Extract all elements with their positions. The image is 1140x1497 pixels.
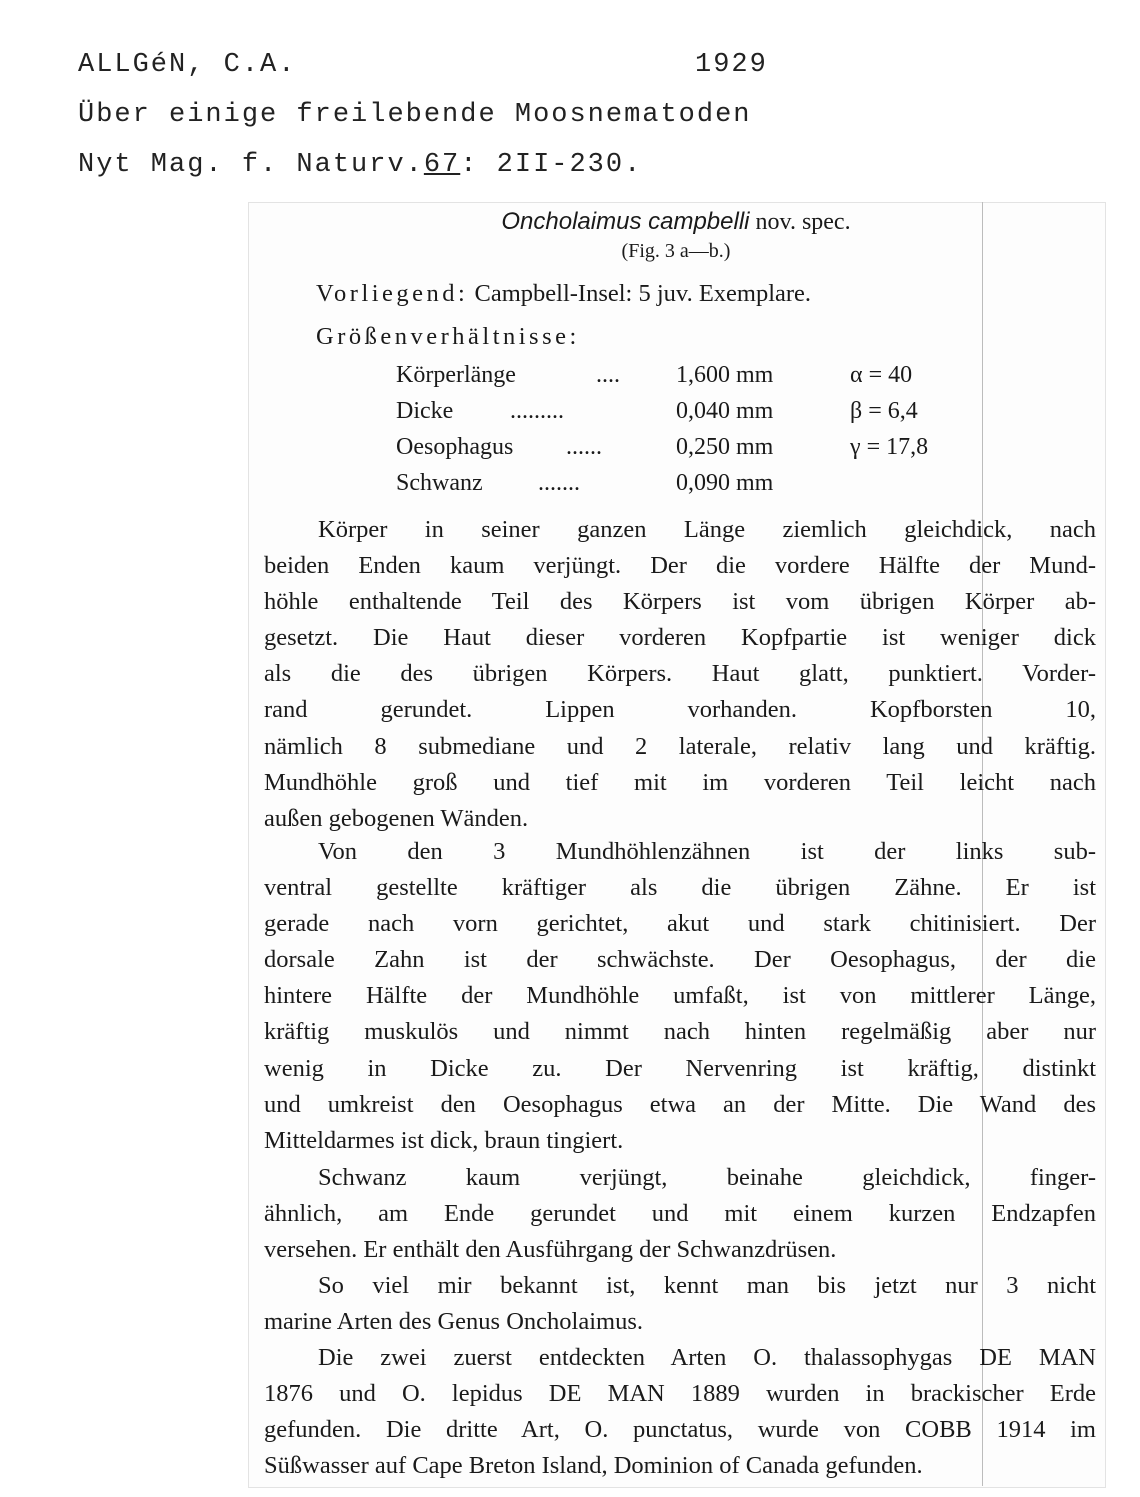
year: 1929 xyxy=(695,50,768,80)
text-line: dorsale Zahn ist der schwächste. Der Oesophagus, der die xyxy=(264,946,1096,974)
measurement-value: 0,090 mm xyxy=(676,470,774,496)
text-line: Von den 3 Mundhöhlenzähnen ist der links sub- xyxy=(318,838,1096,865)
measurement-name: Schwanz xyxy=(396,470,483,496)
author-line xyxy=(78,50,296,80)
measurement-dots: .... xyxy=(596,362,620,388)
paragraph xyxy=(264,1340,1096,1484)
material-label: Vorliegend: xyxy=(316,280,469,307)
measurement-ratio: γ = 17,8 xyxy=(850,434,929,460)
text-line: Schwanz kaum verjüngt, beinahe gleichdick, finger- xyxy=(318,1164,1096,1191)
article-title: Über einige freilebende Moosnematoden xyxy=(78,100,752,130)
text-line: ventral gestellte kräftiger als die übrigen Zähne. Er ist xyxy=(264,874,1096,902)
dimensions-label: Größenverhältnisse: xyxy=(316,323,580,350)
material-text: Campbell-Insel: 5 juv. Exemplare. xyxy=(468,280,812,307)
paragraph xyxy=(264,1160,1096,1268)
measurement-name: Dicke xyxy=(396,398,454,424)
text-line: versehen. Er enthält den Ausführgang der Schwanzdrüsen. xyxy=(264,1236,837,1264)
figure-reference: (Fig. 3 a—b.) xyxy=(621,240,731,262)
paragraph xyxy=(264,512,1096,837)
text-line: gerade nach vorn gerichtet, akut und stark chitinisiert. Der xyxy=(264,910,1096,938)
text-line: Süßwasser auf Cape Breton Island, Dominion of Canada gefunden. xyxy=(264,1452,923,1480)
measurement-dots: ....... xyxy=(538,470,580,496)
paragraph xyxy=(264,1268,1096,1340)
measurement-value: 0,250 mm xyxy=(676,434,774,460)
text-line: als die des übrigen Körpers. Haut glatt, punktiert. Vorder- xyxy=(264,660,1096,688)
author: ALLGéN, C.A. xyxy=(78,50,297,80)
text-line: Mitteldarmes ist dick, braun tingiert. xyxy=(264,1126,624,1154)
material-line xyxy=(316,280,811,308)
volume: 67 xyxy=(423,150,461,180)
text-line: außen gebogenen Wänden. xyxy=(264,804,529,832)
text-line: hintere Hälfte der Mundhöhle umfaßt, ist von mittlerer Länge, xyxy=(264,982,1096,1010)
text-line: So viel mir bekannt ist, kennt man bis jetzt nur 3 nicht xyxy=(318,1272,1096,1299)
text-line: gefunden. Die dritte Art, O. punctatus, wurde von COBB 1914 im xyxy=(264,1416,1096,1444)
pages: : 2II-230. xyxy=(460,150,643,180)
measurement-ratio: α = 40 xyxy=(850,362,913,388)
journal-name: Nyt Mag. f. Naturv. xyxy=(78,150,424,180)
text-line: 1876 und O. lepidus DE MAN 1889 wurden in brackischer Erde xyxy=(264,1380,1096,1408)
text-line: nämlich 8 submediane und 2 laterale, relativ lang und kräftig. xyxy=(264,732,1096,760)
measurement-name: Oesophagus xyxy=(396,434,514,460)
text-line: wenig in Dicke zu. Der Nervenring ist kräftig, distinkt xyxy=(264,1054,1096,1082)
text-line: und umkreist den Oesophagus etwa an der Mitte. Die Wand des xyxy=(264,1090,1096,1118)
text-line: gesetzt. Die Haut dieser vorderen Kopfpartie ist weniger dick xyxy=(264,624,1096,652)
measurement-name: Körperlänge xyxy=(396,362,516,388)
species-heading xyxy=(248,208,1104,236)
text-line: beiden Enden kaum verjüngt. Der die vordere Hälfte der Mund- xyxy=(264,552,1096,580)
text-line: ähnlich, am Ende gerundet und mit einem kurzen Endzapfen xyxy=(264,1200,1096,1228)
measurement-dots: ...... xyxy=(566,434,602,460)
paragraph xyxy=(264,834,1096,1159)
species-suffix: nov. spec. xyxy=(749,209,851,235)
measurement-value: 1,600 mm xyxy=(676,362,774,388)
text-line: Mundhöhle groß und tief mit im vorderen Teil leicht nach xyxy=(264,768,1096,796)
measurement-ratio: β = 6,4 xyxy=(850,398,918,424)
text-line: kräftig muskulös und nimmt nach hinten regelmäßig aber nur xyxy=(264,1018,1096,1046)
text-line: Die zwei zuerst entdeckten Arten O. thalassophygas DE MAN xyxy=(318,1344,1096,1371)
text-line: marine Arten des Genus Oncholaimus. xyxy=(264,1308,643,1336)
measurement-dots: ......... xyxy=(510,398,564,424)
text-line: rand gerundet. Lippen vorhanden. Kopfborsten 10, xyxy=(264,696,1096,724)
species-name: Oncholaimus campbelli xyxy=(501,208,750,235)
measurement-value: 0,040 mm xyxy=(676,398,774,424)
text-line: höhle enthaltende Teil des Körpers ist vom übrigen Körper ab- xyxy=(264,588,1096,616)
text-line: Körper in seiner ganzen Länge ziemlich gleichdick, nach xyxy=(318,516,1096,543)
journal-line xyxy=(78,150,642,180)
